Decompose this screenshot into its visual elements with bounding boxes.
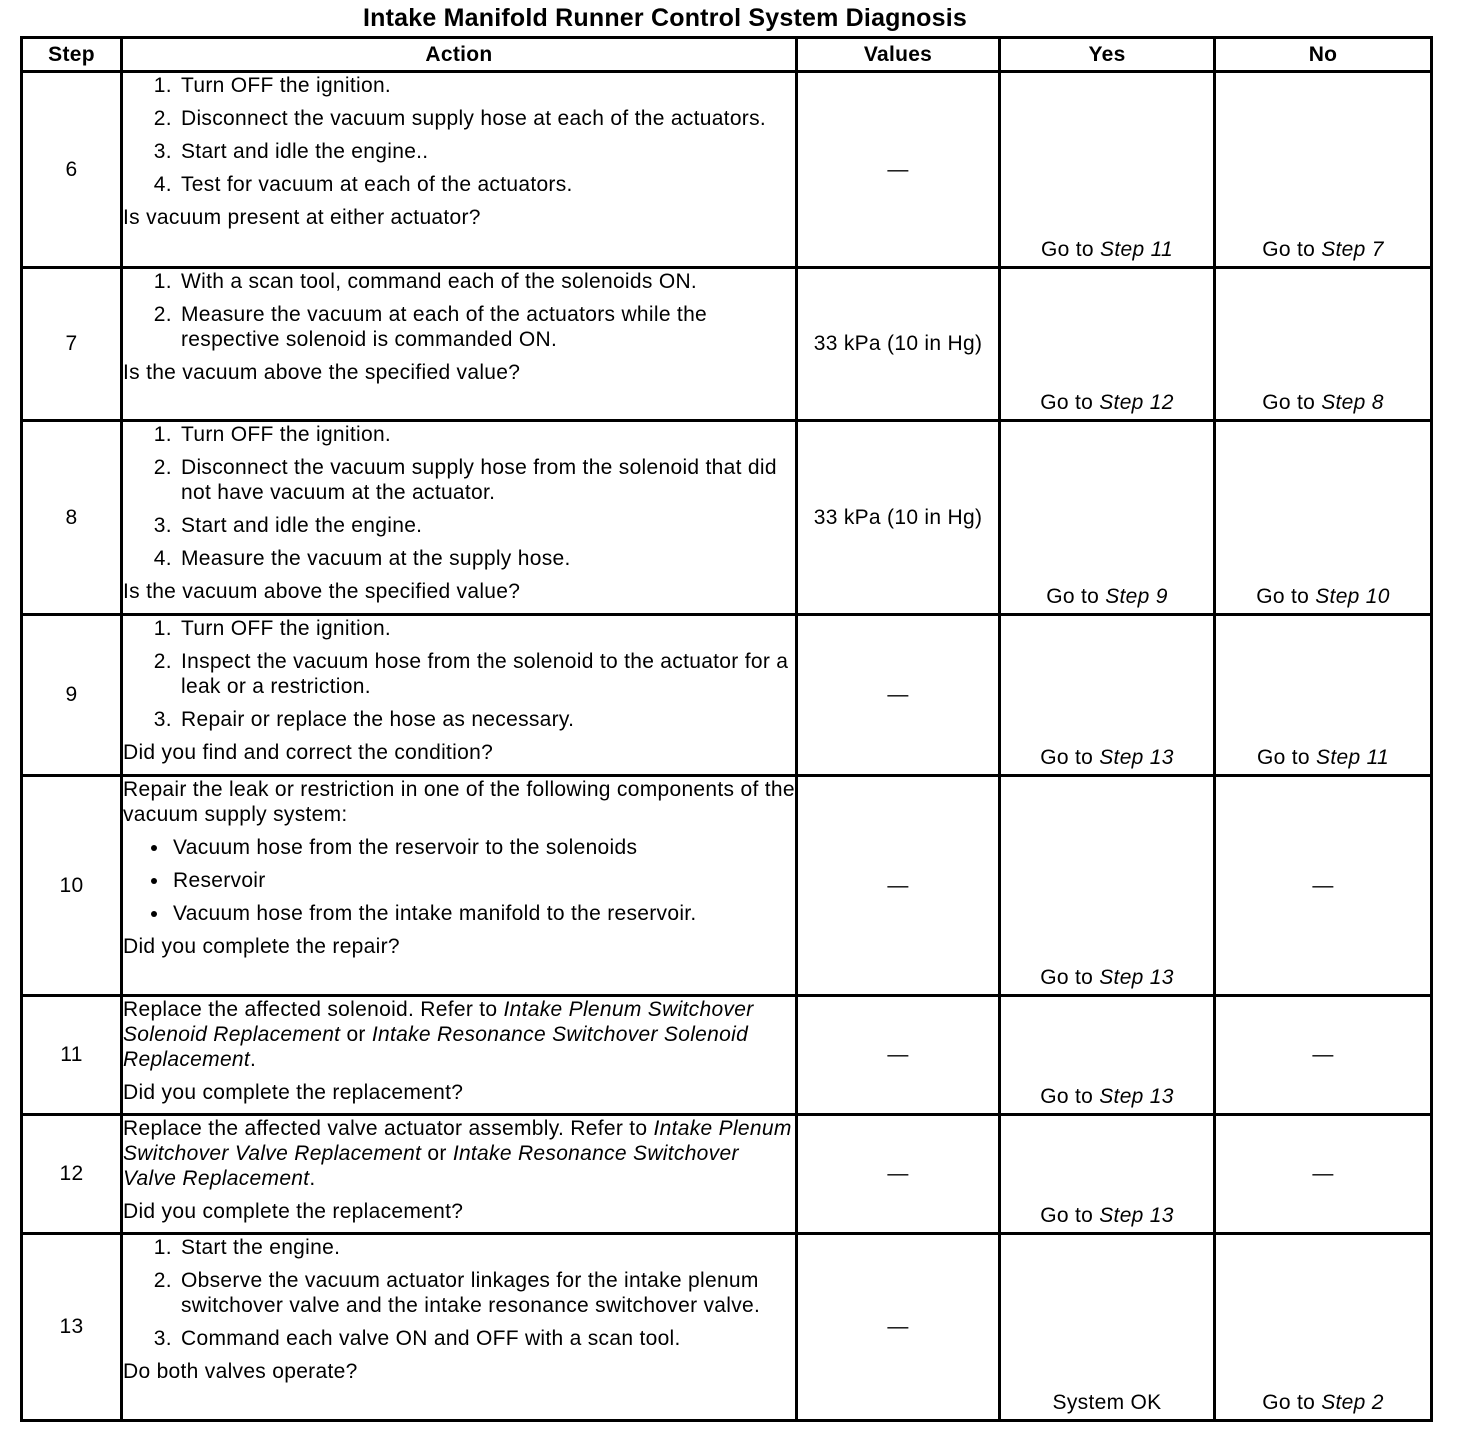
document-title: Intake Manifold Runner Control System Diagnosis: [363, 4, 967, 32]
question-text: Did you complete the replacement?: [123, 1200, 464, 1223]
question-text: Did you complete the repair?: [123, 935, 400, 958]
procedure-ref: Intake Resonance Switchover Solenoid Replacement: [123, 1023, 749, 1071]
table-row: [22, 776, 1432, 996]
header-yes: Yes: [1000, 38, 1215, 72]
action-steps: [123, 73, 795, 197]
action-item: 1. Turn OFF the ignition.: [178, 616, 795, 641]
header-values: Values: [797, 38, 1000, 72]
action-cell: [122, 1234, 797, 1421]
step-number: 6: [22, 72, 122, 268]
goto-link: [1216, 746, 1430, 770]
no-cell: —: [1215, 776, 1432, 996]
action-item: 2. Disconnect the vacuum supply hose from the solenoid that did not have vacuum at the actuator.: [178, 455, 795, 505]
goto-link: [1001, 238, 1213, 262]
table-row: [22, 421, 1432, 615]
action-item: 1. Turn OFF the ignition.: [178, 73, 795, 98]
goto-link: [1216, 585, 1430, 609]
step-number: 10: [22, 776, 122, 996]
goto-prefix: Go to: [1262, 391, 1322, 414]
goto-link: [1001, 966, 1213, 990]
values-cell: 33 kPa (10 in Hg): [797, 268, 1000, 421]
step-number: 9: [22, 615, 122, 776]
header-no: No: [1215, 38, 1432, 72]
no-cell: —: [1215, 1115, 1432, 1234]
action-text: .: [309, 1167, 316, 1190]
yes-cell: [1000, 996, 1215, 1115]
question-text: Is vacuum present at either actuator?: [123, 206, 481, 229]
action-intro: Repair the leak or restriction in one of the following components of the vacuum supply system:: [123, 778, 795, 826]
diagnosis-table: [20, 36, 1433, 1422]
step-ref: Step 8: [1321, 391, 1384, 414]
table-row: [22, 615, 1432, 776]
no-cell: [1215, 615, 1432, 776]
table-row: [22, 72, 1432, 268]
action-text: Replace the affected valve actuator assembly. Refer to: [123, 1117, 654, 1140]
values-cell: —: [797, 1234, 1000, 1421]
step-number: 7: [22, 268, 122, 421]
action-steps: [123, 1235, 795, 1351]
table-row: [22, 268, 1432, 421]
action-cell: [122, 72, 797, 268]
yes-cell: [1000, 72, 1215, 268]
action-cell: [122, 1115, 797, 1234]
yes-cell: [1000, 1115, 1215, 1234]
goto-prefix: Go to: [1040, 1085, 1100, 1108]
action-text: or: [421, 1142, 453, 1165]
step-number: 12: [22, 1115, 122, 1234]
goto-prefix: Go to: [1040, 966, 1100, 989]
result-text: System OK: [1052, 1391, 1162, 1414]
action-cell: [122, 421, 797, 615]
action-item: 2. Measure the vacuum at each of the actuators while the respective solenoid is commanded ON.: [178, 302, 795, 352]
values-cell: —: [797, 1115, 1000, 1234]
goto-link: [1001, 391, 1213, 415]
bullet-item: • Reservoir: [170, 868, 795, 893]
action-bullets: [123, 835, 795, 926]
step-ref: Step 13: [1099, 966, 1174, 989]
procedure-ref: Intake Plenum Switchover Solenoid Replacement: [123, 998, 754, 1046]
action-item: 3. Command each valve ON and OFF with a scan tool.: [178, 1326, 795, 1351]
values-cell: —: [797, 776, 1000, 996]
step-ref: Step 9: [1105, 585, 1168, 608]
goto-prefix: Go to: [1040, 391, 1100, 414]
action-steps: [123, 616, 795, 732]
goto-prefix: Go to: [1257, 746, 1317, 769]
no-cell: [1215, 72, 1432, 268]
action-item: 3. Start and idle the engine.: [178, 513, 795, 538]
step-ref: Step 11: [1100, 238, 1173, 261]
no-cell: [1215, 268, 1432, 421]
values-cell: 33 kPa (10 in Hg): [797, 421, 1000, 615]
action-item: 4. Measure the vacuum at the supply hose.: [178, 546, 795, 571]
action-cell: [122, 615, 797, 776]
action-cell: [122, 776, 797, 996]
bullet-item: • Vacuum hose from the intake manifold to the reservoir.: [170, 901, 795, 926]
step-ref: Step 13: [1099, 1085, 1174, 1108]
action-item: 1. Start the engine.: [178, 1235, 795, 1260]
procedure-ref: Intake Plenum Switchover Valve Replacement: [123, 1117, 792, 1165]
action-steps: [123, 422, 795, 571]
procedure-ref: Intake Resonance Switchover Valve Replacement: [123, 1142, 739, 1190]
action-paragraph: [123, 997, 795, 1072]
values-cell: —: [797, 615, 1000, 776]
yes-cell: [1000, 776, 1215, 996]
yes-cell: [1000, 1234, 1215, 1421]
action-text: .: [250, 1048, 257, 1071]
yes-cell: [1000, 421, 1215, 615]
yes-cell: [1000, 268, 1215, 421]
action-item: 2. Observe the vacuum actuator linkages for the intake plenum switchover valve and the intake resonance switchover valve.: [178, 1268, 795, 1318]
yes-cell: [1000, 615, 1215, 776]
step-ref: Step 10: [1315, 585, 1390, 608]
question-text: Is the vacuum above the specified value?: [123, 361, 521, 384]
header-action: Action: [122, 38, 797, 72]
action-item: 4. Test for vacuum at each of the actuators.: [178, 172, 795, 197]
action-paragraph: [123, 1116, 795, 1191]
step-number: 13: [22, 1234, 122, 1421]
goto-prefix: Go to: [1046, 585, 1106, 608]
step-ref: Step 2: [1321, 1391, 1384, 1414]
goto-link: [1216, 238, 1430, 262]
goto-link: [1001, 746, 1213, 770]
no-cell: —: [1215, 996, 1432, 1115]
action-item: 2. Disconnect the vacuum supply hose at each of the actuators.: [178, 106, 795, 131]
action-item: 1. With a scan tool, command each of the solenoids ON.: [178, 269, 795, 294]
values-cell: —: [797, 72, 1000, 268]
question-text: Do both valves operate?: [123, 1360, 358, 1383]
table-row: [22, 1115, 1432, 1234]
action-item: 1. Turn OFF the ignition.: [178, 422, 795, 447]
goto-prefix: Go to: [1256, 585, 1316, 608]
goto-link: [1216, 1391, 1430, 1415]
step-ref: Step 12: [1099, 391, 1174, 414]
action-cell: [122, 268, 797, 421]
question-text: Did you complete the replacement?: [123, 1081, 464, 1104]
action-item: 3. Start and idle the engine..: [178, 139, 795, 164]
goto-prefix: Go to: [1262, 1391, 1322, 1414]
step-ref: Step 13: [1099, 1204, 1174, 1227]
step-ref: Step 11: [1316, 746, 1389, 769]
action-steps: [123, 269, 795, 352]
step-ref: Step 13: [1099, 746, 1174, 769]
action-cell: [122, 996, 797, 1115]
header-row: [22, 38, 1432, 72]
no-cell: [1215, 1234, 1432, 1421]
table-row: [22, 996, 1432, 1115]
action-text: Replace the affected solenoid. Refer to: [123, 998, 504, 1021]
goto-prefix: Go to: [1262, 238, 1322, 261]
action-item: 3. Repair or replace the hose as necessary.: [178, 707, 795, 732]
action-item: 2. Inspect the vacuum hose from the solenoid to the actuator for a leak or a restriction.: [178, 649, 795, 699]
goto-link: [1001, 585, 1213, 609]
table-row: [22, 1234, 1432, 1421]
bullet-item: • Vacuum hose from the reservoir to the solenoids: [170, 835, 795, 860]
step-number: 11: [22, 996, 122, 1115]
values-cell: —: [797, 996, 1000, 1115]
step-number: 8: [22, 421, 122, 615]
goto-link: [1001, 1204, 1213, 1228]
question-text: Is the vacuum above the specified value?: [123, 580, 521, 603]
goto-prefix: Go to: [1041, 238, 1101, 261]
question-text: Did you find and correct the condition?: [123, 741, 494, 764]
header-step: Step: [22, 38, 122, 72]
no-cell: [1215, 421, 1432, 615]
goto-prefix: Go to: [1040, 746, 1100, 769]
step-ref: Step 7: [1321, 238, 1384, 261]
goto-prefix: Go to: [1040, 1204, 1100, 1227]
goto-link: [1001, 1085, 1213, 1109]
action-text: or: [340, 1023, 372, 1046]
goto-link: [1216, 391, 1430, 415]
